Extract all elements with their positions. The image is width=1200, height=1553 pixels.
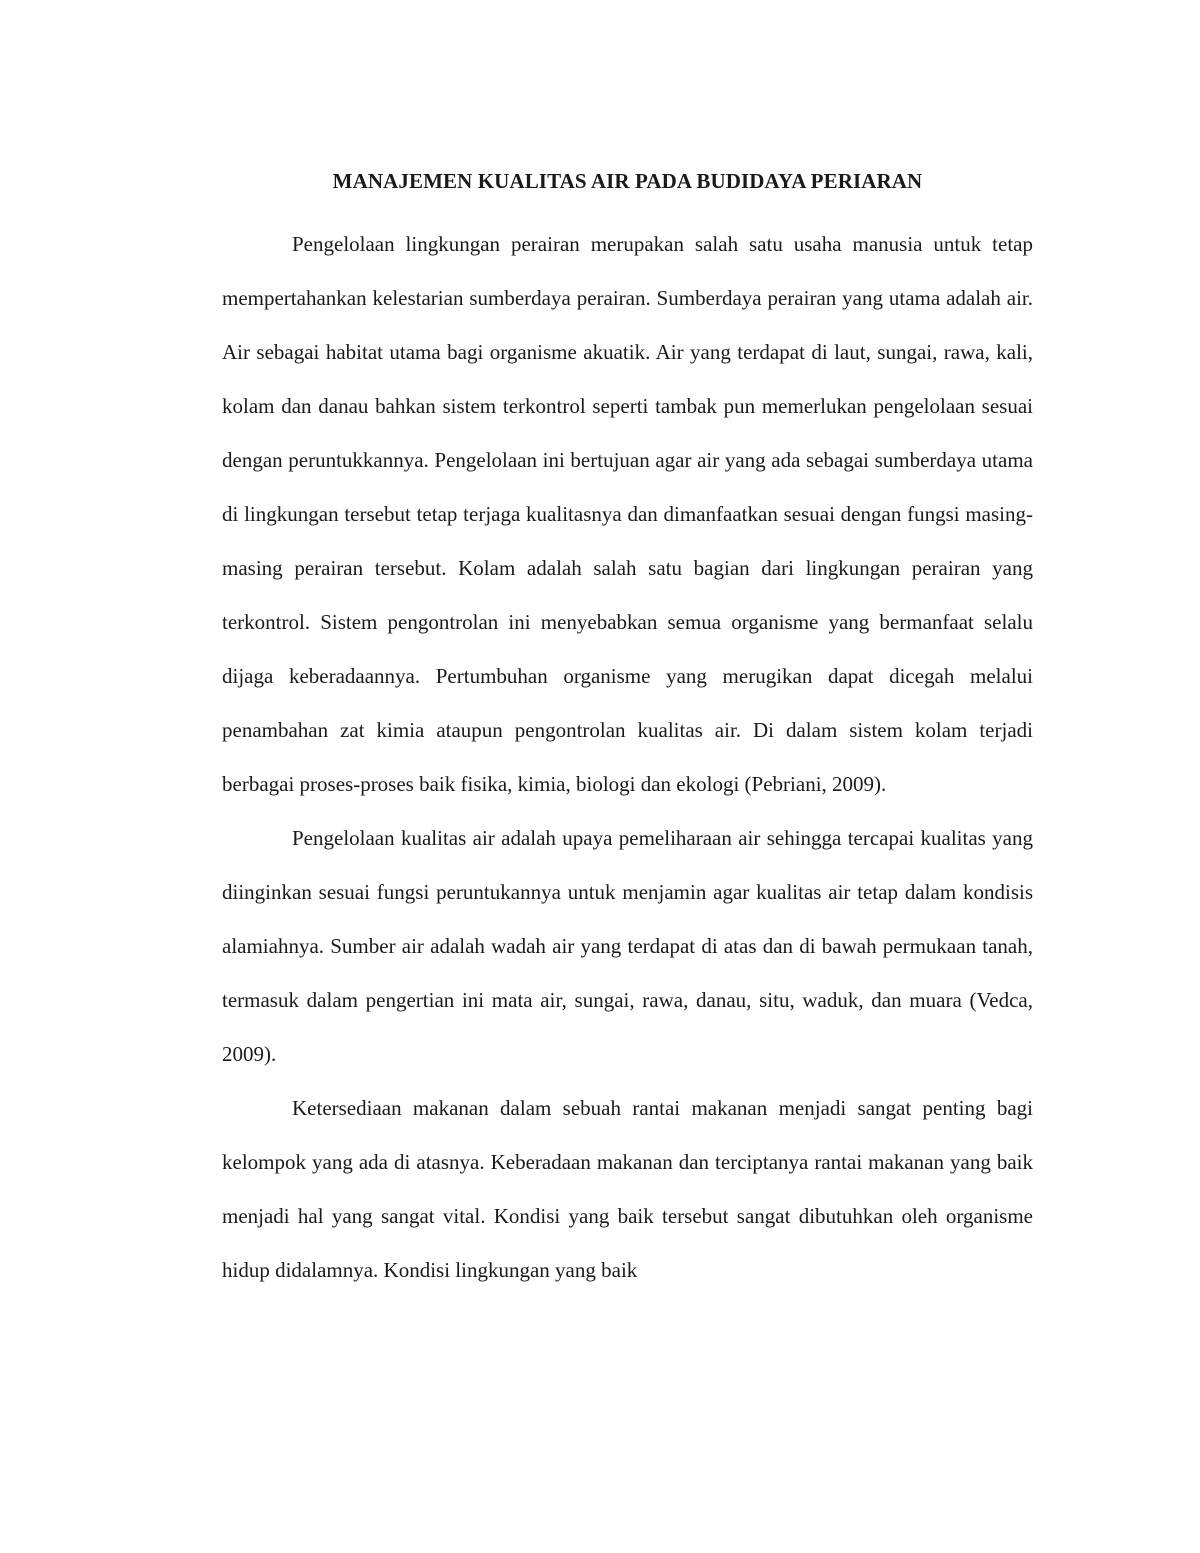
paragraph-3: Ketersediaan makanan dalam sebuah rantai makanan menjadi sangat penting bagi kelompok yang ada di atasnya. Keberadaan makanan dan terciptanya rantai makanan yang baik menjadi hal yang sangat vital. Kondisi yang baik tersebut sangat dibutuhkan oleh organisme hidup didalamnya. Kondisi lingkungan yang baik	[222, 1096, 1033, 1282]
document-title: MANAJEMEN KUALITAS AIR PADA BUDIDAYA PERIARAN	[332, 169, 923, 193]
paragraph-1: Pengelolaan lingkungan perairan merupakan salah satu usaha manusia untuk tetap mempertahankan kelestarian sumberdaya perairan. Sumberdaya perairan yang utama adalah air. Air sebagai habitat utama bagi organisme akuatik. Air yang terdapat di laut, sungai, rawa, kali, kolam dan danau bahkan sistem terkontrol seperti tambak pun memerlukan pengelolaan sesuai dengan peruntukkannya. Pengelolaan ini bertujuan agar air yang ada sebagai sumberdaya utama di lingkungan tersebut tetap terjaga kualitasnya dan dimanfaatkan sesuai dengan fungsi masing-masing perairan tersebut. Kolam adalah salah satu bagian dari lingkungan perairan yang terkontrol. Sistem pengontrolan ini menyebabkan semua organisme yang bermanfaat selalu dijaga keberadaannya. Pertumbuhan organisme yang merugikan dapat dicegah melalui penambahan zat kimia ataupun pengontrolan kualitas air. Di dalam sistem kolam terjadi berbagai proses-proses baik fisika, kimia, biologi dan ekologi (Pebriani, 2009).	[222, 232, 1033, 796]
document-body	[222, 217, 1033, 1297]
paragraph-2: Pengelolaan kualitas air adalah upaya pemeliharaan air sehingga tercapai kualitas yang diinginkan sesuai fungsi peruntukannya untuk menjamin agar kualitas air tetap dalam kondisis alamiahnya. Sumber air adalah wadah air yang terdapat di atas dan di bawah permukaan tanah, termasuk dalam pengertian ini mata air, sungai, rawa, danau, situ, waduk, dan muara (Vedca, 2009).	[222, 826, 1033, 1066]
document-content	[222, 166, 1033, 1297]
